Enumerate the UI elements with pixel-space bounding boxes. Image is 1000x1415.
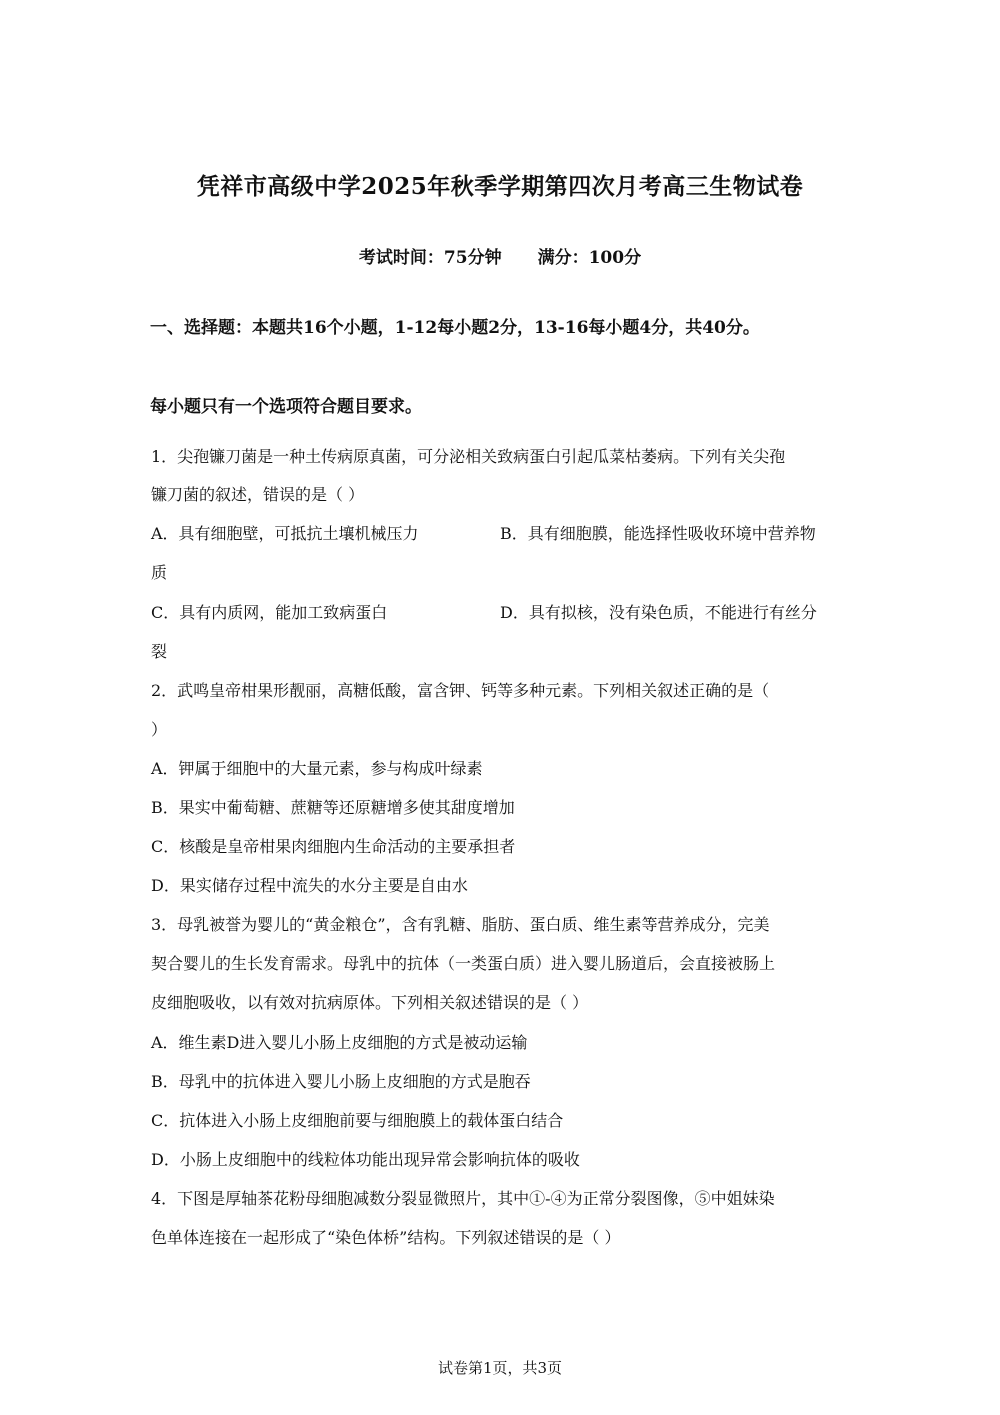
q1-option-d-continued: 裂 [151, 642, 168, 661]
q1-option-c: C．具有内质网，能加工致病蛋白 [151, 603, 388, 622]
q2-stem-line-1: 2．武鸣皇帝柑果形靓丽，高糖低酸，富含钾、钙等多种元素。下列相关叙述正确的是（ [151, 681, 770, 700]
section-heading: 一、选择题：本题共16个小题，1-12每小题2分，13-16每小题4分，共40分。 [150, 318, 760, 338]
exam-time: 考试时间：75分钟 [358, 248, 502, 268]
q3-option-c: C．抗体进入小肠上皮细胞前要与细胞膜上的载体蛋白结合 [151, 1111, 564, 1130]
q1-option-d: D．具有拟核，没有染色质，不能进行有丝分 [500, 603, 817, 622]
section-instruction: 每小题只有一个选项符合题目要求。 [150, 397, 422, 417]
q1-stem-line-1: 1．尖孢镰刀菌是一种土传病原真菌，可分泌相关致病蛋白引起瓜菜枯萎病。下列有关尖孢 [151, 447, 786, 466]
exam-title: 凭祥市高级中学2025年秋季学期第四次月考高三生物试卷 [196, 173, 804, 200]
q2-option-d: D．果实储存过程中流失的水分主要是自由水 [151, 876, 468, 895]
q2-option-b: B．果实中葡萄糖、蔗糖等还原糖增多使其甜度增加 [151, 798, 515, 817]
q1-option-b: B．具有细胞膜，能选择性吸收环境中营养物 [500, 524, 816, 543]
q1-stem-line-2: 镰刀菌的叙述，错误的是（ ） [151, 485, 365, 504]
exam-meta [0, 243, 1000, 268]
page-footer: 试卷第1页，共3页 [437, 1359, 563, 1377]
q4-stem-line-2: 色单体连接在一起形成了“染色体桥”结构。下列叙述错误的是（ ） [151, 1228, 621, 1247]
q3-option-d: D．小肠上皮细胞中的线粒体功能出现异常会影响抗体的吸收 [151, 1150, 580, 1169]
q3-stem-line-3: 皮细胞吸收，以有效对抗病原体。下列相关叙述错误的是（ ） [151, 993, 589, 1012]
q1-option-a: A．具有细胞壁，可抵抗土壤机械压力 [151, 524, 419, 543]
q4-stem-line-1: 4．下图是厚轴茶花粉母细胞减数分裂显微照片，其中①-④为正常分裂图像，⑤中姐妹染 [151, 1189, 775, 1208]
q2-stem-line-2: ） [151, 720, 168, 739]
q3-stem-line-2: 契合婴儿的生长发育需求。母乳中的抗体（一类蛋白质）进入婴儿肠道后，会直接被肠上 [151, 954, 776, 973]
q2-option-a: A．钾属于细胞中的大量元素，参与构成叶绿素 [151, 759, 483, 778]
q2-option-c: C．核酸是皇帝柑果肉细胞内生命活动的主要承担者 [151, 837, 516, 856]
exam-full-score: 满分：100分 [537, 248, 642, 268]
q3-stem-line-1: 3．母乳被誉为婴儿的“黄金粮仓”，含有乳糖、脂肪、蛋白质、维生素等营养成分，完美 [151, 915, 770, 934]
q1-option-b-continued: 质 [151, 563, 168, 582]
q3-option-a: A．维生素D进入婴儿小肠上皮细胞的方式是被动运输 [151, 1033, 528, 1052]
q3-option-b: B．母乳中的抗体进入婴儿小肠上皮细胞的方式是胞吞 [151, 1072, 531, 1091]
